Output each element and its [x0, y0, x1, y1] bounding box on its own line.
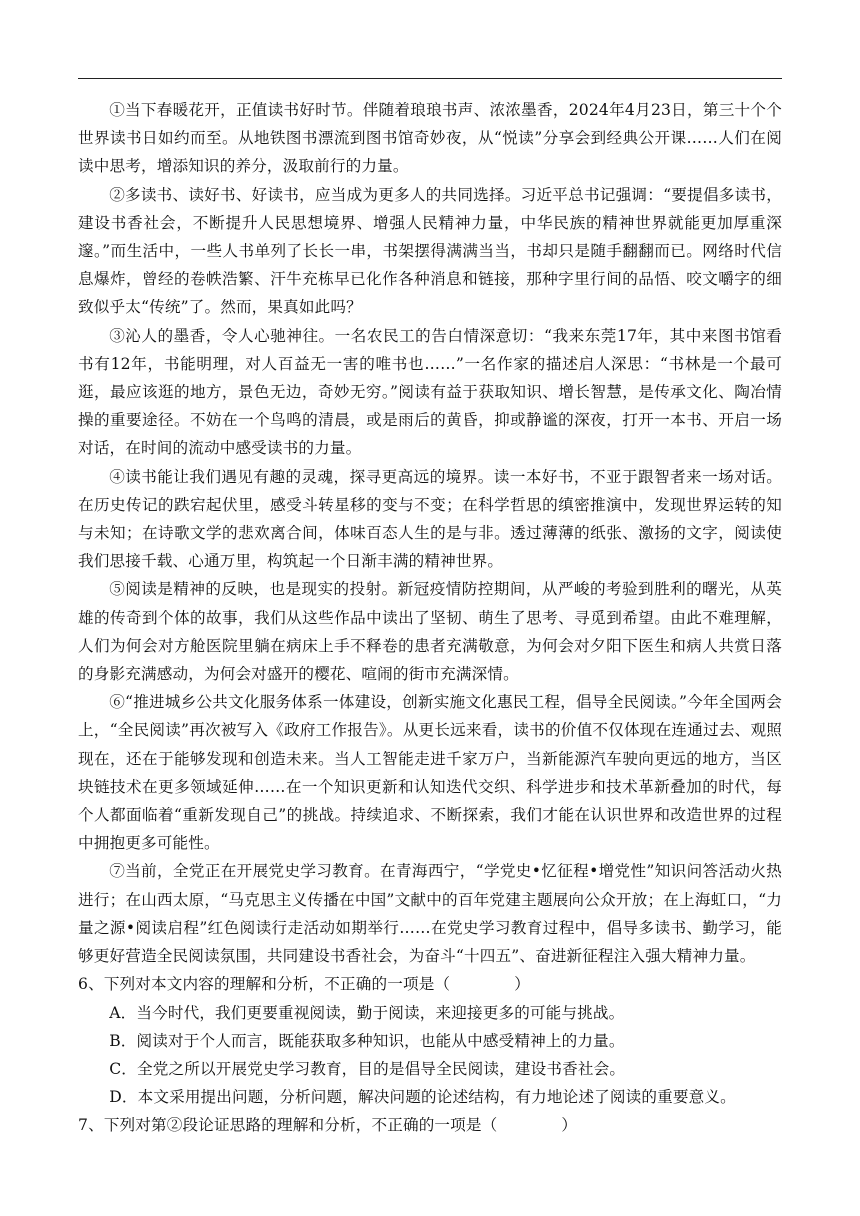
paragraph-1: ①当下春暖花开，正值读书好时节。伴随着琅琅书声、浓浓墨香，2024年4月23日，第三十个个世界读书日如约而至。从地铁图书漂流到图书馆奇妙夜，从“悦读”分享会到经典公开课……人们在阅读中思考，增添知识的养分，汲取前行的力量。: [78, 101, 782, 176]
header-rule: [78, 78, 782, 79]
paragraph-5: ⑤阅读是精神的反映，也是现实的投射。新冠疫情防控期间，从严峻的考验到胜利的曙光，从英雄的传奇到个体的故事，我们从这些作品中读出了坚韧、萌生了思考、寻觅到希望。由此不难理解，人们为何会对方舱医院里躺在病床上手不释卷的患者充满敬意，为何会对夕阳下医生和病人共赏日落的身影充满感动，为何会对盛开的樱花、喧闹的街市充满深情。: [78, 580, 782, 684]
question-7-close: ）: [561, 1116, 578, 1135]
document-body: [78, 96, 782, 1140]
paragraph-7: ⑦当前，全党正在开展党史学习教育。在青海西宁，“学党史•忆征程•增党性”知识问答活动火热进行；在山西太原，“马克思主义传播在中国”文献中的百年党建主题展向公众开放；在上海虹口，“力量之源•阅读启程”红色阅读行走活动如期举行……在党史学习教育过程中，倡导多读书、勤学习，能够更好营造全民阅读氛围，共同建设书香社会，为奋斗“十四五”、奋进新征程注入强大精神力量。: [78, 862, 782, 966]
option-6a: A．当今时代，我们更要重视阅读，勤于阅读，来迎接更多的可能与挑战。: [109, 1003, 625, 1022]
paragraph-4: ④读书能让我们遇见有趣的灵魂，探寻更高远的境界。读一本好书，不亚于跟智者来一场对话。在历史传记的跌宕起伏里，感受斗转星移的变与不变；在科学哲思的缜密推演中，发现世界运转的知与未知；在诗歌文学的悲欢离合间，体味百态人生的是与非。透过薄薄的纸张、激扬的文字，阅读使我们思接千载、心通万里，构筑起一个日渐丰满的精神世界。: [78, 467, 782, 571]
question-7-stem: [78, 1111, 782, 1139]
option-6d: D．本文采用提出问题，分析问题，解决问题的论述结构，有力地论述了阅读的重要意义。: [109, 1088, 736, 1107]
option-6c: C．全党之所以开展党史学习教育，目的是倡导全民阅读，建设书香社会。: [109, 1059, 626, 1078]
question-6-close: ）: [514, 975, 530, 994]
paragraph-3: ③沁人的墨香，令人心驰神往。一名农民工的告白情深意切：“我来东莞17年，其中来图书馆看书有12年，书能明理，对人百益无一害的唯书也……”一名作家的描述启人深思：“书林是一个最可逛，最应该逛的地方，景色无边，奇妙无穷。”阅读有益于获取知识、增长智慧，是传承文化、陶冶情操的重要途径。不妨在一个鸟鸣的清晨，或是雨后的黄昏，抑或静谧的深夜，打开一本书、开启一场对话，在时间的流动中感受读书的力量。: [78, 326, 782, 458]
paragraph-6: ⑥“推进城乡公共文化服务体系一体建设，创新实施文化惠民工程，倡导全民阅读。”今年全国两会上，“全民阅读”再次被写入《政府工作报告》。从更长远来看，读书的价值不仅体现在连通过去、观照现在，还在于能够发现和创造未来。当人工智能走进千家万户，当新能源汽车驶向更远的地方，当区块链技术在更多领域延伸……在一个知识更新和认知迭代交织、科学进步和技术革新叠加的时代，每个人都面临着“重新发现自己”的挑战。持续追求、不断探索，我们才能在认识世界和改造世界的过程中拥抱更多可能性。: [78, 693, 782, 853]
question-6-stem: [78, 970, 782, 998]
question-7-text: 7、下列对第②段论证思路的理解和分析，不正确的一项是（: [78, 1116, 498, 1135]
option-6b: B．阅读对于个人而言，既能获取多种知识，也能从中感受精神上的力量。: [109, 1031, 625, 1050]
question-6-text: 6、下列对本文内容的理解和分析，不正确的一项是（: [78, 975, 451, 994]
paragraph-2: ②多读书、读好书、好读书，应当成为更多人的共同选择。习近平总书记强调：“要提倡多读书，建设书香社会，不断提升人民思想境界、增强人民精神力量，中华民族的精神世界就能更加厚重深邃。”而生活中，一些人书单列了长长一串，书架摆得满满当当，书却只是随手翻翻而已。网络时代信息爆炸，曾经的卷帙浩繁、汗牛充栋早已化作各种消息和链接，那种字里行间的品悟、咬文嚼字的细致似乎太“传统”了。然而，果真如此吗？: [78, 185, 782, 317]
